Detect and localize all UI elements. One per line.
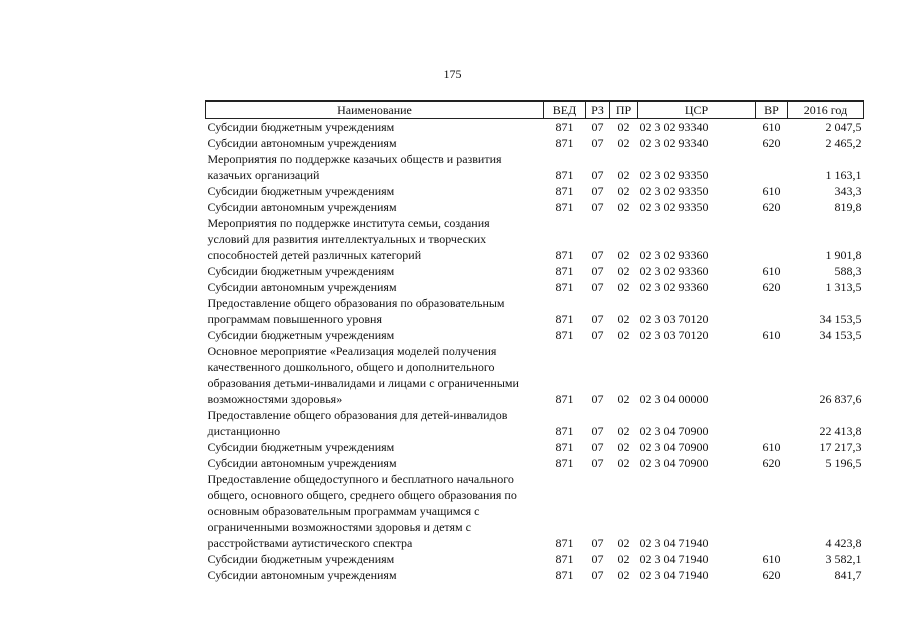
pr-cell: 02 bbox=[617, 312, 630, 326]
amount-cell: 819,8 bbox=[834, 200, 862, 214]
ved-cell: 871 bbox=[555, 552, 574, 566]
table-body bbox=[206, 119, 864, 584]
ved-cell: 871 bbox=[555, 280, 574, 294]
name-line: возможностями здоровья» bbox=[207, 392, 343, 406]
vr-cell bbox=[756, 215, 788, 263]
vr-cell bbox=[756, 151, 788, 183]
vr-cell: 620 bbox=[762, 280, 781, 294]
table-row bbox=[206, 551, 864, 567]
name-line: Предоставление общедоступного и бесплатного начального bbox=[207, 472, 514, 486]
rz-cell: 07 bbox=[591, 536, 604, 550]
vr-cell: 620 bbox=[762, 136, 781, 150]
name-line: образования детьми-инвалидами и лицами с ограниченными bbox=[207, 376, 519, 390]
table-row bbox=[206, 471, 864, 551]
vr-cell: 620 bbox=[762, 568, 781, 582]
name-line: ограниченными возможностями здоровья и детям с bbox=[207, 520, 471, 534]
vr-cell: 610 bbox=[762, 184, 781, 198]
name-cell bbox=[206, 279, 544, 295]
name-cell bbox=[206, 343, 544, 407]
csr-cell: 02 3 04 71940 bbox=[639, 536, 709, 550]
vr-cell bbox=[756, 343, 788, 407]
csr-cell: 02 3 02 93350 bbox=[639, 184, 709, 198]
name-line: Субсидии автономным учреждениям bbox=[207, 136, 397, 150]
header-amount: 2016 год bbox=[788, 101, 864, 119]
name-line: Субсидии автономным учреждениям bbox=[207, 200, 397, 214]
table-row bbox=[206, 215, 864, 263]
rz-cell: 07 bbox=[591, 568, 604, 582]
name-line: Субсидии бюджетным учреждениям bbox=[207, 440, 395, 454]
vr-cell bbox=[756, 471, 788, 551]
name-line: Субсидии автономным учреждениям bbox=[207, 280, 397, 294]
name-line: Субсидии бюджетным учреждениям bbox=[207, 264, 395, 278]
ved-cell: 871 bbox=[555, 440, 574, 454]
name-cell bbox=[206, 439, 544, 455]
csr-cell: 02 3 02 93360 bbox=[639, 264, 709, 278]
table-row bbox=[206, 567, 864, 583]
name-cell bbox=[206, 151, 544, 183]
name-cell bbox=[206, 567, 544, 583]
header-name: Наименование bbox=[206, 101, 544, 119]
header-csr: ЦСР bbox=[638, 101, 756, 119]
vr-cell: 610 bbox=[762, 552, 781, 566]
amount-cell: 4 423,8 bbox=[825, 536, 862, 550]
table-row bbox=[206, 135, 864, 151]
rz-cell: 07 bbox=[591, 280, 604, 294]
pr-cell: 02 bbox=[617, 120, 630, 134]
csr-cell: 02 3 04 70900 bbox=[639, 456, 709, 470]
name-line: основным образовательным программам учащимся с bbox=[207, 504, 480, 518]
name-cell bbox=[206, 455, 544, 471]
ved-cell: 871 bbox=[555, 184, 574, 198]
amount-cell: 1 313,5 bbox=[825, 280, 862, 294]
name-cell bbox=[206, 327, 544, 343]
name-line: Мероприятия по поддержке казачьих обществ и развития bbox=[207, 152, 502, 166]
name-cell bbox=[206, 407, 544, 439]
pr-cell: 02 bbox=[617, 456, 630, 470]
csr-cell: 02 3 02 93350 bbox=[639, 168, 709, 182]
name-cell bbox=[206, 183, 544, 199]
name-line: Субсидии бюджетным учреждениям bbox=[207, 184, 395, 198]
vr-cell: 610 bbox=[762, 264, 781, 278]
csr-cell: 02 3 04 70900 bbox=[639, 440, 709, 454]
amount-cell: 343,3 bbox=[834, 184, 862, 198]
ved-cell: 871 bbox=[555, 536, 574, 550]
rz-cell: 07 bbox=[591, 120, 604, 134]
csr-cell: 02 3 02 93360 bbox=[639, 248, 709, 262]
name-line: Субсидии бюджетным учреждениям bbox=[207, 120, 395, 134]
csr-cell: 02 3 02 93350 bbox=[639, 200, 709, 214]
name-line: Предоставление общего образования для детей-инвалидов bbox=[207, 408, 508, 422]
csr-cell: 02 3 02 93340 bbox=[639, 136, 709, 150]
vr-cell: 620 bbox=[762, 200, 781, 214]
name-cell bbox=[206, 199, 544, 215]
name-line: качественного дошкольного, общего и дополнительного bbox=[207, 360, 495, 374]
name-cell bbox=[206, 263, 544, 279]
table-row bbox=[206, 407, 864, 439]
csr-cell: 02 3 04 00000 bbox=[639, 392, 709, 406]
pr-cell: 02 bbox=[617, 536, 630, 550]
ved-cell: 871 bbox=[555, 568, 574, 582]
pr-cell: 02 bbox=[617, 280, 630, 294]
name-line: программам повышенного уровня bbox=[207, 312, 382, 326]
amount-cell: 1 163,1 bbox=[825, 168, 862, 182]
rz-cell: 07 bbox=[591, 136, 604, 150]
ved-cell: 871 bbox=[555, 424, 574, 438]
name-line: условий для развития интеллектуальных и творческих bbox=[207, 232, 487, 246]
rz-cell: 07 bbox=[591, 424, 604, 438]
ved-cell: 871 bbox=[555, 456, 574, 470]
rz-cell: 07 bbox=[591, 200, 604, 214]
amount-cell: 2 047,5 bbox=[825, 120, 862, 134]
pr-cell: 02 bbox=[617, 328, 630, 342]
vr-cell: 610 bbox=[762, 440, 781, 454]
amount-cell: 1 901,8 bbox=[825, 248, 862, 262]
rz-cell: 07 bbox=[591, 248, 604, 262]
amount-cell: 22 413,8 bbox=[819, 424, 862, 438]
amount-cell: 34 153,5 bbox=[819, 312, 862, 326]
name-line: Субсидии бюджетным учреждениям bbox=[207, 552, 395, 566]
table-row bbox=[206, 119, 864, 136]
name-line: Субсидии бюджетным учреждениям bbox=[207, 328, 395, 342]
header-ved: ВЕД bbox=[544, 101, 586, 119]
vr-cell: 610 bbox=[762, 328, 781, 342]
pr-cell: 02 bbox=[617, 552, 630, 566]
pr-cell: 02 bbox=[617, 424, 630, 438]
budget-table bbox=[205, 100, 864, 583]
vr-cell: 610 bbox=[762, 120, 781, 134]
csr-cell: 02 3 03 70120 bbox=[639, 312, 709, 326]
rz-cell: 07 bbox=[591, 456, 604, 470]
ved-cell: 871 bbox=[555, 200, 574, 214]
name-line: дистанционно bbox=[207, 424, 281, 438]
amount-cell: 841,7 bbox=[834, 568, 862, 582]
table-row bbox=[206, 151, 864, 183]
amount-cell: 5 196,5 bbox=[825, 456, 862, 470]
rz-cell: 07 bbox=[591, 184, 604, 198]
rz-cell: 07 bbox=[591, 440, 604, 454]
table-row bbox=[206, 327, 864, 343]
header-rz: РЗ bbox=[586, 101, 610, 119]
pr-cell: 02 bbox=[617, 568, 630, 582]
ved-cell: 871 bbox=[555, 168, 574, 182]
rz-cell: 07 bbox=[591, 264, 604, 278]
name-cell bbox=[206, 135, 544, 151]
csr-cell: 02 3 04 71940 bbox=[639, 568, 709, 582]
rz-cell: 07 bbox=[591, 392, 604, 406]
csr-cell: 02 3 02 93340 bbox=[639, 120, 709, 134]
header-pr: ПР bbox=[610, 101, 638, 119]
rz-cell: 07 bbox=[591, 328, 604, 342]
table-row bbox=[206, 295, 864, 327]
name-line: общего, основного общего, среднего общего образования по bbox=[207, 488, 517, 502]
name-line: Предоставление общего образования по образовательным bbox=[207, 296, 505, 310]
name-line: Мероприятия по поддержке института семьи, создания bbox=[207, 216, 490, 230]
table-row bbox=[206, 343, 864, 407]
amount-cell: 34 153,5 bbox=[819, 328, 862, 342]
name-cell bbox=[206, 295, 544, 327]
table-row bbox=[206, 263, 864, 279]
page-number: 175 bbox=[443, 67, 462, 81]
rz-cell: 07 bbox=[591, 552, 604, 566]
name-line: Субсидии автономным учреждениям bbox=[207, 568, 397, 582]
pr-cell: 02 bbox=[617, 440, 630, 454]
csr-cell: 02 3 03 70120 bbox=[639, 328, 709, 342]
ved-cell: 871 bbox=[555, 312, 574, 326]
table-row bbox=[206, 455, 864, 471]
table-header-row bbox=[206, 101, 864, 119]
amount-cell: 3 582,1 bbox=[825, 552, 862, 566]
table-row bbox=[206, 199, 864, 215]
vr-cell: 620 bbox=[762, 456, 781, 470]
pr-cell: 02 bbox=[617, 200, 630, 214]
rz-cell: 07 bbox=[591, 312, 604, 326]
header-vr: ВР bbox=[756, 101, 788, 119]
vr-cell bbox=[756, 407, 788, 439]
csr-cell: 02 3 04 70900 bbox=[639, 424, 709, 438]
name-cell bbox=[206, 551, 544, 567]
table-row bbox=[206, 439, 864, 455]
pr-cell: 02 bbox=[617, 136, 630, 150]
amount-cell: 2 465,2 bbox=[825, 136, 862, 150]
vr-cell bbox=[756, 295, 788, 327]
pr-cell: 02 bbox=[617, 184, 630, 198]
ved-cell: 871 bbox=[555, 328, 574, 342]
ved-cell: 871 bbox=[555, 264, 574, 278]
rz-cell: 07 bbox=[591, 168, 604, 182]
ved-cell: 871 bbox=[555, 120, 574, 134]
csr-cell: 02 3 04 71940 bbox=[639, 552, 709, 566]
table-row bbox=[206, 183, 864, 199]
name-cell bbox=[206, 215, 544, 263]
ved-cell: 871 bbox=[555, 136, 574, 150]
pr-cell: 02 bbox=[617, 392, 630, 406]
amount-cell: 588,3 bbox=[834, 264, 862, 278]
pr-cell: 02 bbox=[617, 264, 630, 278]
name-line: Субсидии автономным учреждениям bbox=[207, 456, 397, 470]
pr-cell: 02 bbox=[617, 248, 630, 262]
name-line: расстройствами аутистического спектра bbox=[207, 536, 413, 550]
name-line: Основное мероприятие «Реализация моделей получения bbox=[207, 344, 497, 358]
amount-cell: 17 217,3 bbox=[819, 440, 862, 454]
name-line: казачьих организаций bbox=[207, 168, 320, 182]
ved-cell: 871 bbox=[555, 392, 574, 406]
pr-cell: 02 bbox=[617, 168, 630, 182]
ved-cell: 871 bbox=[555, 248, 574, 262]
table-row bbox=[206, 279, 864, 295]
amount-cell: 26 837,6 bbox=[819, 392, 862, 406]
csr-cell: 02 3 02 93360 bbox=[639, 280, 709, 294]
name-line: способностей детей различных категорий bbox=[207, 248, 422, 262]
name-cell bbox=[206, 471, 544, 551]
name-cell bbox=[206, 119, 544, 136]
